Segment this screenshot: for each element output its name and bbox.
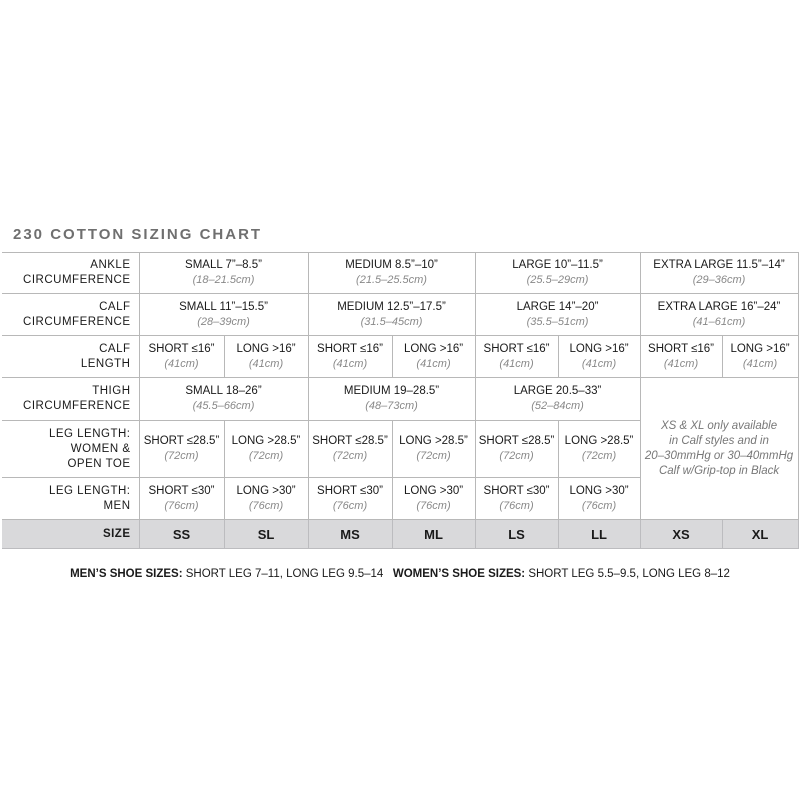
leg-length-men-cell: LONG >30” (76cm) (392, 478, 475, 520)
calf-length-cell: SHORT ≤16” (41cm) (308, 336, 392, 378)
ankle-row (2, 253, 798, 294)
size-code-cell: LL (558, 520, 640, 549)
size-code-cell: ML (392, 520, 475, 549)
leg-length-women-cell: SHORT ≤28.5” (72cm) (475, 421, 558, 478)
calf-length-cell: LONG >16” (41cm) (224, 336, 308, 378)
calf-length-cell: SHORT ≤16” (41cm) (139, 336, 224, 378)
ankle-small-cell: SMALL 7”–8.5” (18–21.5cm) (139, 253, 308, 294)
shoe-size-footer (0, 568, 800, 580)
ankle-medium-cell: MEDIUM 8.5”–10” (21.5–25.5cm) (308, 253, 475, 294)
size-code-cell: SL (224, 520, 308, 549)
thigh-small-cell: SMALL 18–26” (45.5–66cm) (139, 378, 308, 421)
row-label-leg-length-women: LEG LENGTH: WOMEN & OPEN TOE (2, 421, 139, 478)
row-label-ankle: ANKLE CIRCUMFERENCE (2, 253, 139, 294)
leg-length-men-cell: LONG >30” (76cm) (224, 478, 308, 520)
xs-xl-availability-note: XS & XL only available in Calf styles and in 20–30mmHg or 30–40mmHg Calf w/Grip-top in Black (640, 378, 798, 520)
womens-shoe-sizes-label: WOMEN’S SHOE SIZES: (392, 568, 526, 580)
row-label-calf-circumference: CALF CIRCUMFERENCE (2, 294, 139, 336)
calf-length-cell: LONG >16” (41cm) (722, 336, 798, 378)
leg-length-women-cell: SHORT ≤28.5” (72cm) (139, 421, 224, 478)
mens-shoe-sizes-text: SHORT LEG 7–11, LONG LEG 9.5–14 (182, 568, 384, 580)
thigh-large-cell: LARGE 20.5–33” (52–84cm) (475, 378, 640, 421)
row-label-calf-length: CALF LENGTH (2, 336, 139, 378)
womens-shoe-sizes-text: SHORT LEG 5.5–9.5, LONG LEG 8–12 (525, 568, 730, 580)
calf-length-cell: SHORT ≤16” (41cm) (640, 336, 722, 378)
ankle-large-cell: LARGE 10”–11.5” (25.5–29cm) (475, 253, 640, 294)
sizing-table (2, 252, 799, 549)
calf-medium-cell: MEDIUM 12.5”–17.5” (31.5–45cm) (308, 294, 475, 336)
leg-length-men-cell: SHORT ≤30” (76cm) (308, 478, 392, 520)
calf-length-row (2, 336, 798, 378)
calf-large-cell: LARGE 14”–20” (35.5–51cm) (475, 294, 640, 336)
leg-length-men-cell: SHORT ≤30” (76cm) (475, 478, 558, 520)
thigh-medium-cell: MEDIUM 19–28.5” (48–73cm) (308, 378, 475, 421)
leg-length-women-cell: LONG >28.5” (72cm) (392, 421, 475, 478)
size-code-cell: MS (308, 520, 392, 549)
calf-small-cell: SMALL 11”–15.5” (28–39cm) (139, 294, 308, 336)
thigh-row (2, 378, 798, 421)
leg-length-men-cell: SHORT ≤30” (76cm) (139, 478, 224, 520)
row-label-thigh: THIGH CIRCUMFERENCE (2, 378, 139, 421)
calf-length-cell: LONG >16” (41cm) (558, 336, 640, 378)
size-code-cell: SS (139, 520, 224, 549)
size-row-label: SIZE (2, 520, 139, 549)
leg-length-women-cell: LONG >28.5” (72cm) (224, 421, 308, 478)
leg-length-men-cell: LONG >30” (76cm) (558, 478, 640, 520)
size-code-row (2, 520, 798, 549)
calf-circumference-row (2, 294, 798, 336)
ankle-xl-cell: EXTRA LARGE 11.5”–14” (29–36cm) (640, 253, 798, 294)
leg-length-women-cell: SHORT ≤28.5” (72cm) (308, 421, 392, 478)
leg-length-women-cell: LONG >28.5” (72cm) (558, 421, 640, 478)
chart-title: 230 COTTON SIZING CHART (13, 226, 263, 243)
size-code-cell: LS (475, 520, 558, 549)
calf-xl-cell: EXTRA LARGE 16”–24” (41–61cm) (640, 294, 798, 336)
calf-length-cell: SHORT ≤16” (41cm) (475, 336, 558, 378)
calf-length-cell: LONG >16” (41cm) (392, 336, 475, 378)
size-code-cell: XS (640, 520, 722, 549)
row-label-leg-length-men: LEG LENGTH: MEN (2, 478, 139, 520)
mens-shoe-sizes-label: MEN’S SHOE SIZES: (70, 568, 183, 580)
size-code-cell: XL (722, 520, 798, 549)
